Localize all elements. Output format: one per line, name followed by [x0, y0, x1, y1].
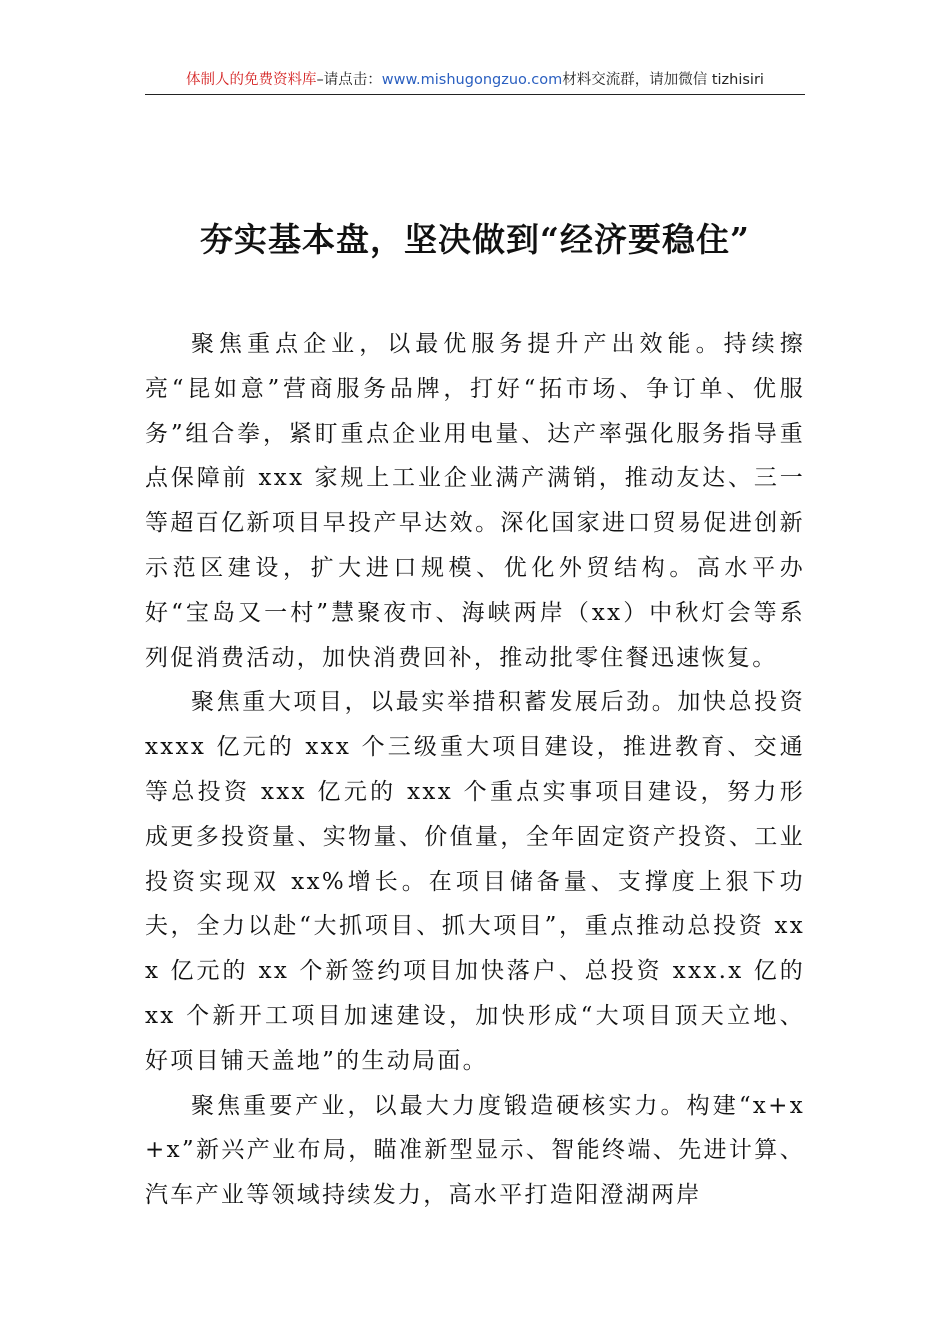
header-contact: 材料交流群，请加微信 tizhisiri [562, 72, 764, 88]
paragraph-major-projects: 聚焦重大项目，以最实举措积蓄发展后劲。加快总投资 xxxx 亿元的 xxx 个三级重大项目建设，推进教育、交通等总投资 xxx 亿元的 xxx 个重点实事项目建设，努力形成更多投资量、实物量、价值量，全年固定资产投资、工业投资实现双 xx%增长。在项目储备量、支撑度上狠下功夫，全力以赴“大抓项目、抓大项目”，重点推动总投资 xxx 亿元的 xx 个新签约项目加快落户、总投资 xxx.x 亿的 xx 个新开工项目加速建设，加快形成“大项目顶天立地、好项目铺天盖地”的生动局面。 [145, 689, 805, 1074]
document-body [145, 322, 805, 1218]
document-title: 夯实基本盘，坚决做到“经济要稳住” [200, 220, 750, 259]
page-header [145, 68, 805, 95]
paragraph-key-industries: 聚焦重要产业，以最大力度锻造硬核实力。构建“x+x+x”新兴产业布局，瞄准新型显示、智能终端、先进计算、汽车产业等领域持续发力，高水平打造阳澄湖两岸 [145, 1092, 805, 1209]
header-prompt: –请点击： [316, 72, 382, 88]
paragraph-key-enterprises: 聚焦重点企业，以最优服务提升产出效能。持续擦亮“昆如意”营商服务品牌，打好“拓市场、争订单、优服务”组合拳，紧盯重点企业用电量、达产率强化服务指导重点保障前 xxx 家规上工业企业满产满销，推动友达、三一等超百亿新项目早投产早达效。深化国家进口贸易促进创新示范区建设，扩大进口规模、优化外贸结构。高水平办好“宝岛又一村”慧聚夜市、海峡两岸（xx）中秋灯会等系列促消费活动，加快消费回补，推动批零住餐迅速恢复。 [145, 331, 805, 671]
header-brand: 体制人的免费资料库 [186, 72, 317, 88]
header-site-link[interactable]: www.mishugongzuo.com [381, 72, 563, 88]
